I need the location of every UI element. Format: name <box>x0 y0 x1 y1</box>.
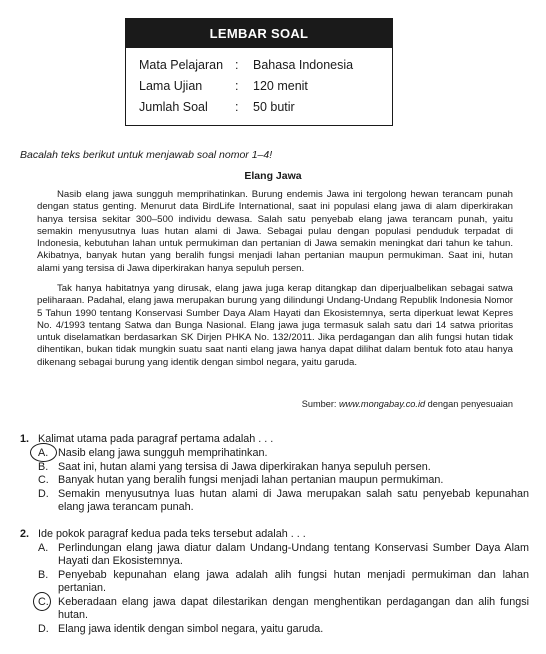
option-letter: A. <box>38 542 49 554</box>
option-text: Nasib elang jawa sungguh memprihatinkan. <box>58 447 268 459</box>
answer-circle-mark <box>33 592 51 611</box>
option-letter: A. <box>38 447 49 459</box>
option-letter: C. <box>38 474 49 486</box>
passage-title: Elang Jawa <box>244 170 302 182</box>
info-colon: : <box>235 79 239 93</box>
info-value: 120 menit <box>253 79 308 93</box>
option-letter: C. <box>38 596 49 608</box>
option-text: Penyebab kepunahan elang jawa adalah alih fungsi hutan menjadi permukiman dan lahan pertanian. <box>58 569 529 594</box>
answer-circle-mark <box>30 443 57 462</box>
option-text: Banyak hutan yang beralih fungsi menjadi lahan pertanian maupun permukiman. <box>58 474 444 486</box>
option-letter: D. <box>38 488 49 500</box>
info-value: 50 butir <box>253 100 295 114</box>
reading-instruction: Bacalah teks berikut untuk menjawab soal nomor 1–4! <box>20 149 273 161</box>
passage-paragraph-2: Tak hanya habitatnya yang dirusak, elang jawa juga kerap ditangkap dan diperjualbelikan sebagai satwa peliharaan. Padahal, elang jawa merupakan burung yang dilindungi Undang-Undang Republik Indonesia Nomor 5 Tahun 1990 tentang Konservasi Sumber Daya Alam Hayati dan Ekosistemnya, serta diperkuat lewat Kepres No. 4/1993 tentang Satwa dan Bunga Nasional. Elang jawa juga termasuk salah satu dari 14 satwa prioritas untuk diselamatkan berdasarkan SK Dirjen PHKA No. 132/2011. Jika perdagangan dan alih fungsi hutan tidak dihentikan, bukan tidak mungkin suatu saat nanti elang jawa hanya dapat dilihat dalam bentuk foto atau hanya dikenang sebagai burung yang identik dengan simbol negara, yaitu garuda. <box>37 283 513 368</box>
info-value: Bahasa Indonesia <box>253 58 354 72</box>
source-site: www.mongabay.co.id <box>338 399 426 409</box>
passage-paragraph-1: Nasib elang jawa sungguh memprihatinkan. Burung endemis Jawa ini tergolong hewan terancam punah dengan status genting. Menurut data BirdLife International, saat ini populasi elang jawa di alam diperkirakan hanya tersisa sekitar 300–500 individu dewasa. Salah satu penyebab elang jawa terancam punah, yaitu semakin menyusutnya luas hutan alami di Jawa. Sebagai pulau dengan populasi penduduk terpadat di Indonesia, kebutuhan lahan untuk permukiman dan pertanian di Jawa semakin meningkat dari tahun ke tahun. Akibatnya, banyak hutan yang beralih fungsi menjadi lahan pertanian maupun permukiman. Saat ini, hutan alami yang tersisa di Jawa diperkirakan hanya sepuluh persen. <box>37 189 513 274</box>
option-text: Elang jawa identik dengan simbol negara, yaitu garuda. <box>58 623 324 635</box>
passage-source <box>302 399 513 409</box>
info-key: Mata Pelajaran <box>139 58 224 72</box>
option-letter: B. <box>38 569 49 581</box>
option-letter: B. <box>38 461 49 473</box>
exam-header-title: LEMBAR SOAL <box>126 19 392 48</box>
info-colon: : <box>235 58 239 72</box>
option-text: Semakin menyusutnya luas hutan alami di Jawa merupakan salah satu penyebab kepunahan elang jawa terancam punah. <box>58 488 529 513</box>
question-stem: Ide pokok paragraf kedua pada teks tersebut adalah . . . <box>38 528 306 540</box>
option-letter: D. <box>38 623 49 635</box>
question-number: 1. <box>20 433 30 445</box>
question-stem: Kalimat utama pada paragraf pertama adalah . . . <box>38 433 274 445</box>
option-text: Saat ini, hutan alami yang tersisa di Jawa diperkirakan hanya sepuluh persen. <box>58 461 431 473</box>
source-suffix: dengan penyesuaian <box>425 399 513 409</box>
question-number: 2. <box>20 528 30 540</box>
info-key: Lama Ujian <box>139 79 203 93</box>
info-colon: : <box>235 100 239 114</box>
option-text: Keberadaan elang jawa dapat dilestarikan dengan menghentikan perdagangan dan alih fungsi hutan. <box>58 596 529 621</box>
option-text: Perlindungan elang jawa diatur dalam Undang-Undang tentang Konservasi Sumber Daya Alam Hayati dan Ekosistemnya. <box>58 542 529 567</box>
source-prefix: Sumber: <box>301 399 339 409</box>
info-key: Jumlah Soal <box>139 100 208 114</box>
exam-header-box <box>125 18 393 126</box>
